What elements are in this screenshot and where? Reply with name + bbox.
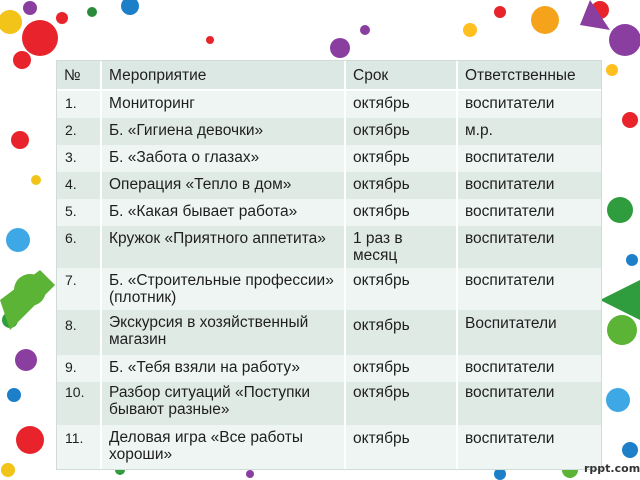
row-number: 9. xyxy=(65,359,77,375)
row-deadline: октябрь xyxy=(353,359,410,376)
row-event: Б. «Тебя взяли на работу» xyxy=(109,359,300,376)
row-deadline: октябрь xyxy=(353,95,410,112)
row-event: Мониторинг xyxy=(109,95,195,112)
row-deadline: октябрь xyxy=(353,203,410,220)
row-deadline: октябрь xyxy=(353,272,410,289)
row-responsible: воспитатели xyxy=(465,384,555,401)
row-number: 11. xyxy=(65,430,84,446)
row-number: 10. xyxy=(65,384,85,400)
activities-table xyxy=(57,61,601,469)
header-number: № xyxy=(64,67,81,84)
row-number: 7. xyxy=(65,272,77,288)
row-event: Экскурсия в хозяйственный магазин xyxy=(109,314,309,348)
row-event: Кружок «Приятного аппетита» xyxy=(109,230,326,247)
row-deadline: октябрь xyxy=(353,176,410,193)
header-deadline: Срок xyxy=(353,67,389,84)
row-deadline: октябрь xyxy=(353,149,410,166)
row-responsible: воспитатели xyxy=(465,176,555,193)
row-event: Операция «Тепло в дом» xyxy=(109,176,292,193)
column-divider xyxy=(100,61,102,469)
row-number: 8. xyxy=(65,317,77,333)
row-deadline: 1 раз в месяц xyxy=(353,230,403,264)
column-divider xyxy=(344,61,346,469)
row-responsible: воспитатели xyxy=(465,430,555,447)
row-number: 2. xyxy=(65,122,77,138)
row-number: 5. xyxy=(65,203,77,219)
row-deadline: октябрь xyxy=(353,317,410,334)
column-divider xyxy=(456,61,458,469)
row-event: Деловая игра «Все работы хороши» xyxy=(109,429,303,463)
header-event: Мероприятие xyxy=(109,67,207,84)
row-event: Б. «Какая бывает работа» xyxy=(109,203,298,220)
row-event: Б. «Забота о глазах» xyxy=(109,149,260,166)
watermark-text: rppt.com xyxy=(584,462,640,475)
row-event: Б. «Строительные профессии» (плотник) xyxy=(109,272,334,306)
row-deadline: октябрь xyxy=(353,122,410,139)
row-responsible: воспитатели xyxy=(465,203,555,220)
row-responsible: воспитатели xyxy=(465,95,555,112)
row-responsible: воспитатели xyxy=(465,230,555,247)
row-deadline: октябрь xyxy=(353,384,410,401)
row-responsible: воспитатели xyxy=(465,359,555,376)
row-number: 4. xyxy=(65,176,77,192)
header-responsible: Ответственные xyxy=(465,67,576,84)
row-responsible: воспитатели xyxy=(465,149,555,166)
row-deadline: октябрь xyxy=(353,430,410,447)
row-event: Разбор ситуаций «Поступки бывают разные» xyxy=(109,384,310,418)
row-event: Б. «Гигиена девочки» xyxy=(109,122,264,139)
row-number: 3. xyxy=(65,149,77,165)
row-number: 6. xyxy=(65,230,77,246)
row-responsible: м.р. xyxy=(465,122,493,139)
row-responsible: Воспитатели xyxy=(465,315,557,332)
row-responsible: воспитатели xyxy=(465,272,555,289)
row-number: 1. xyxy=(65,95,77,111)
